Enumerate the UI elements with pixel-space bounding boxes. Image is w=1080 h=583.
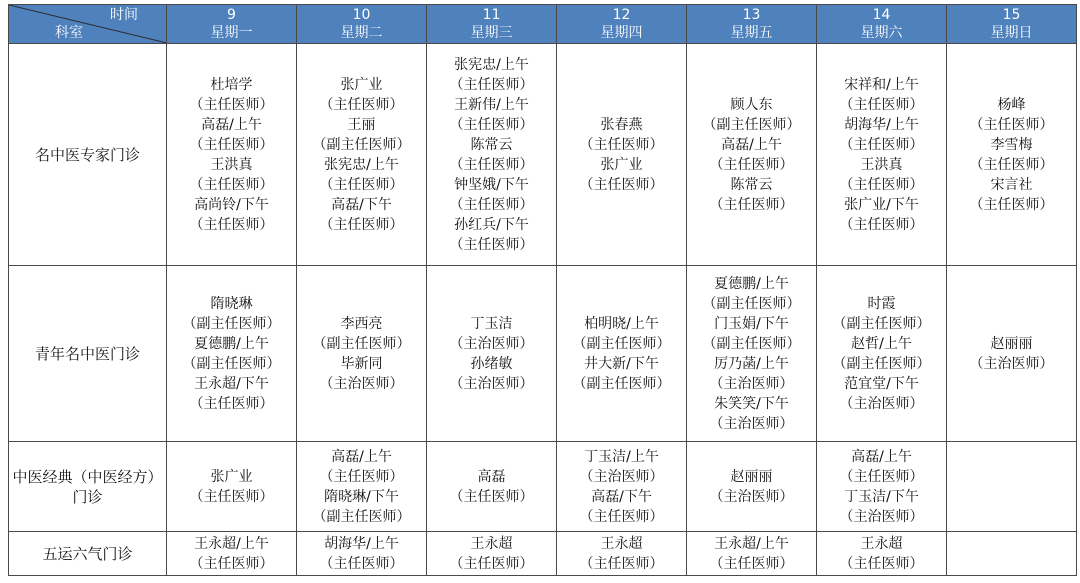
- doctor-entry-line: 范宜堂/下午: [844, 375, 919, 392]
- doctor-entry-line: 王洪真: [860, 156, 903, 173]
- doctor-entry-line: （主治医师）: [449, 375, 534, 392]
- day-header: [167, 5, 297, 44]
- doctor-entry-line: （主任医师）: [839, 468, 924, 485]
- doctor-entry-line: （副主任医师）: [572, 335, 671, 352]
- schedule-cell: [167, 442, 297, 532]
- schedule-cell: [557, 266, 687, 442]
- department-name: 名中医专家门诊: [9, 44, 167, 266]
- doctor-entry-line: 王永超: [470, 535, 513, 552]
- header-row: [9, 5, 1077, 44]
- doctor-entry-line: （主治医师）: [969, 355, 1054, 372]
- doctor-entry-line: 夏德鹏/上午: [194, 335, 269, 352]
- doctor-entry-line: 孙绪敏: [470, 355, 513, 372]
- corner-header-cell: [9, 5, 167, 44]
- day-header: [557, 5, 687, 44]
- doctor-entry-line: （主任医师）: [839, 216, 924, 233]
- doctor-entry-line: （主任医师）: [319, 176, 404, 193]
- doctor-entry-line: 高磊/上午: [331, 448, 392, 465]
- department-row: [9, 442, 1077, 532]
- schedule-cell: [167, 266, 297, 442]
- day-date: 14: [872, 7, 891, 23]
- schedule-cell: [817, 266, 947, 442]
- doctor-entry-line: 夏德鹏/上午: [714, 275, 789, 292]
- doctor-entry-line: 隋晓琳: [210, 295, 253, 312]
- doctor-entry-line: （主任医师）: [709, 156, 794, 173]
- doctor-entry-line: 丁玉洁/下午: [844, 488, 919, 505]
- doctor-entry-line: （主任医师）: [969, 116, 1054, 133]
- doctor-entry-line: （副主任医师）: [702, 116, 801, 133]
- doctor-entry-line: 顾人东: [730, 96, 773, 113]
- schedule-cell: [297, 44, 427, 266]
- schedule-cell: [167, 532, 297, 576]
- doctor-entry-line: （主治医师）: [449, 335, 534, 352]
- doctor-entry-line: 王洪真: [210, 156, 253, 173]
- day-header: [297, 5, 427, 44]
- doctor-entry-line: 陈常云: [730, 176, 773, 193]
- doctor-entry-line: （主任医师）: [449, 555, 534, 572]
- doctor-entry-line: 柏明晓/上午: [584, 315, 659, 332]
- doctor-entry-line: 厉乃菡/上午: [714, 355, 789, 372]
- schedule-cell: [817, 44, 947, 266]
- schedule-cell: [557, 442, 687, 532]
- doctor-entry-line: （主任医师）: [449, 236, 534, 253]
- doctor-entry-line: 赵丽丽: [990, 335, 1033, 352]
- doctor-entry-line: 高磊/下午: [591, 488, 652, 505]
- schedule-cell: [687, 266, 817, 442]
- doctor-entry-line: 李雪梅: [990, 136, 1033, 153]
- doctor-entry-line: （主任医师）: [839, 96, 924, 113]
- doctor-entry-line: （主任医师）: [969, 196, 1054, 213]
- day-date: 9: [227, 7, 236, 23]
- doctor-entry-line: 王永超/上午: [194, 535, 269, 552]
- doctor-entry-line: （主任医师）: [449, 196, 534, 213]
- corner-department-label: 科室: [55, 25, 83, 41]
- doctor-entry-line: 宋言社: [990, 176, 1033, 193]
- doctor-entry-line: 高磊/下午: [331, 196, 392, 213]
- doctor-entry-line: 张宪忠/上午: [324, 156, 399, 173]
- schedule-cell: [687, 532, 817, 576]
- doctor-entry-line: 杜培学: [210, 76, 253, 93]
- doctor-entry-line: （主治医师）: [839, 395, 924, 412]
- day-weekday: 星期三: [470, 25, 513, 41]
- doctor-entry-line: 张宪忠/上午: [454, 56, 529, 73]
- day-header: [427, 5, 557, 44]
- doctor-entry-line: 王丽: [347, 116, 376, 133]
- doctor-entry-line: （主治医师）: [579, 468, 664, 485]
- doctor-entry-line: （副主任医师）: [182, 355, 281, 372]
- department-row: [9, 266, 1077, 442]
- doctor-entry-line: 胡海华/上午: [844, 116, 919, 133]
- doctor-entry-line: （主治医师）: [709, 375, 794, 392]
- day-header: [817, 5, 947, 44]
- day-weekday: 星期二: [340, 25, 383, 41]
- doctor-entry-line: （主任医师）: [189, 136, 274, 153]
- schedule-cell: [947, 44, 1077, 266]
- department-name: 中医经典（中医经方）门诊: [9, 442, 167, 532]
- department-name: 五运六气门诊: [9, 532, 167, 576]
- department-name: 青年名中医门诊: [9, 266, 167, 442]
- day-date: 13: [742, 7, 761, 23]
- doctor-entry-line: （主任医师）: [189, 96, 274, 113]
- doctor-entry-line: （主任医师）: [579, 136, 664, 153]
- doctor-entry-line: 高尚铃/下午: [194, 196, 269, 213]
- schedule-cell: [427, 266, 557, 442]
- schedule-cell: [167, 44, 297, 266]
- schedule-cell: [947, 442, 1077, 532]
- day-date: 12: [612, 7, 631, 23]
- doctor-entry-line: 赵哲/上午: [851, 335, 912, 352]
- doctor-entry-line: 隋晓琳/下午: [324, 488, 399, 505]
- doctor-entry-line: （主任医师）: [839, 136, 924, 153]
- doctor-entry-line: （主任医师）: [449, 116, 534, 133]
- doctor-entry-line: （主任医师）: [449, 156, 534, 173]
- day-weekday: 星期四: [600, 25, 643, 41]
- schedule-cell: [297, 442, 427, 532]
- diagonal-divider: [9, 5, 167, 43]
- doctor-entry-line: （主任医师）: [579, 555, 664, 572]
- doctor-entry-line: （副主任医师）: [312, 335, 411, 352]
- doctor-entry-line: 高磊/上午: [851, 448, 912, 465]
- doctor-entry-line: （主治医师）: [839, 508, 924, 525]
- doctor-entry-line: 门玉娟/下午: [714, 315, 789, 332]
- schedule-cell: [817, 442, 947, 532]
- schedule-cell: [297, 266, 427, 442]
- day-weekday: 星期一: [210, 25, 253, 41]
- doctor-entry-line: （副主任医师）: [182, 315, 281, 332]
- schedule-cell: [427, 44, 557, 266]
- schedule-cell: [427, 532, 557, 576]
- day-weekday: 星期日: [990, 25, 1033, 41]
- doctor-entry-line: （副主任医师）: [702, 295, 801, 312]
- schedule-table-container: [8, 4, 1077, 576]
- doctor-entry-line: （主任医师）: [319, 96, 404, 113]
- doctor-entry-line: 陈常云: [470, 136, 513, 153]
- doctor-entry-line: 张广业: [600, 156, 643, 173]
- doctor-entry-line: 钟坚娥/下午: [454, 176, 529, 193]
- doctor-entry-line: 孙红兵/下午: [454, 216, 529, 233]
- clinic-schedule-table: [8, 4, 1077, 576]
- doctor-entry-line: （主任医师）: [189, 176, 274, 193]
- doctor-entry-line: 丁玉洁: [470, 315, 513, 332]
- doctor-entry-line: 高磊/上午: [721, 136, 782, 153]
- day-date: 10: [352, 7, 371, 23]
- doctor-entry-line: 王永超: [600, 535, 643, 552]
- doctor-entry-line: 井大新/下午: [584, 355, 659, 372]
- day-date: 11: [482, 7, 501, 23]
- doctor-entry-line: （主任医师）: [709, 555, 794, 572]
- doctor-entry-line: 张广业: [210, 468, 253, 485]
- doctor-entry-line: 王永超: [860, 535, 903, 552]
- doctor-entry-line: 赵丽丽: [730, 468, 773, 485]
- day-weekday: 星期五: [730, 25, 773, 41]
- day-weekday: 星期六: [860, 25, 903, 41]
- doctor-entry-line: 李西亮: [340, 315, 383, 332]
- schedule-cell: [427, 442, 557, 532]
- doctor-entry-line: 张广业/下午: [844, 196, 919, 213]
- doctor-entry-line: （主治医师）: [709, 488, 794, 505]
- doctor-entry-line: 高磊: [477, 468, 506, 485]
- doctor-entry-line: （副主任医师）: [832, 315, 931, 332]
- doctor-entry-line: （副主任医师）: [572, 375, 671, 392]
- schedule-cell: [297, 532, 427, 576]
- doctor-entry-line: （副主任医师）: [832, 355, 931, 372]
- doctor-entry-line: （副主任医师）: [702, 335, 801, 352]
- schedule-cell: [947, 532, 1077, 576]
- day-date: 15: [1002, 7, 1021, 23]
- doctor-entry-line: 时霞: [867, 295, 896, 312]
- doctor-entry-line: 朱笑笑/下午: [714, 395, 789, 412]
- doctor-entry-line: （主任医师）: [969, 156, 1054, 173]
- schedule-cell: [947, 266, 1077, 442]
- doctor-entry-line: （主任医师）: [319, 555, 404, 572]
- doctor-entry-line: 王永超/上午: [714, 535, 789, 552]
- doctor-entry-line: （主任医师）: [839, 555, 924, 572]
- schedule-cell: [817, 532, 947, 576]
- doctor-entry-line: （主任医师）: [709, 196, 794, 213]
- day-header: [947, 5, 1077, 44]
- doctor-entry-line: （主任医师）: [579, 176, 664, 193]
- doctor-entry-line: （主任医师）: [319, 468, 404, 485]
- department-row: [9, 532, 1077, 576]
- schedule-body: [9, 44, 1077, 576]
- doctor-entry-line: 丁玉洁/上午: [584, 448, 659, 465]
- doctor-entry-line: 张春燕: [600, 116, 643, 133]
- schedule-cell: [557, 532, 687, 576]
- day-header: [687, 5, 817, 44]
- doctor-entry-line: （主治医师）: [709, 415, 794, 432]
- doctor-entry-line: （主任医师）: [189, 555, 274, 572]
- doctor-entry-line: （副主任医师）: [312, 136, 411, 153]
- doctor-entry-line: （主任医师）: [319, 216, 404, 233]
- doctor-entry-line: （副主任医师）: [312, 508, 411, 525]
- doctor-entry-line: （主任医师）: [189, 216, 274, 233]
- doctor-entry-line: （主任医师）: [449, 76, 534, 93]
- doctor-entry-line: 宋祥和/上午: [844, 76, 919, 93]
- doctor-entry-line: （主任医师）: [579, 508, 664, 525]
- schedule-cell: [687, 442, 817, 532]
- doctor-entry-line: 杨峰: [997, 96, 1026, 113]
- doctor-entry-line: （主任医师）: [839, 176, 924, 193]
- doctor-entry-line: 王新伟/上午: [454, 96, 529, 113]
- doctor-entry-line: 毕新同: [340, 355, 383, 372]
- schedule-cell: [557, 44, 687, 266]
- doctor-entry-line: （主任医师）: [189, 395, 274, 412]
- doctor-entry-line: （主任医师）: [189, 488, 274, 505]
- doctor-entry-line: （主治医师）: [319, 375, 404, 392]
- doctor-entry-line: 高磊/上午: [201, 116, 262, 133]
- doctor-entry-line: （主任医师）: [449, 488, 534, 505]
- doctor-entry-line: 胡海华/上午: [324, 535, 399, 552]
- schedule-cell: [687, 44, 817, 266]
- corner-time-label: 时间: [110, 7, 138, 23]
- doctor-entry-line: 王永超/下午: [194, 375, 269, 392]
- department-row: [9, 44, 1077, 266]
- doctor-entry-line: 张广业: [340, 76, 383, 93]
